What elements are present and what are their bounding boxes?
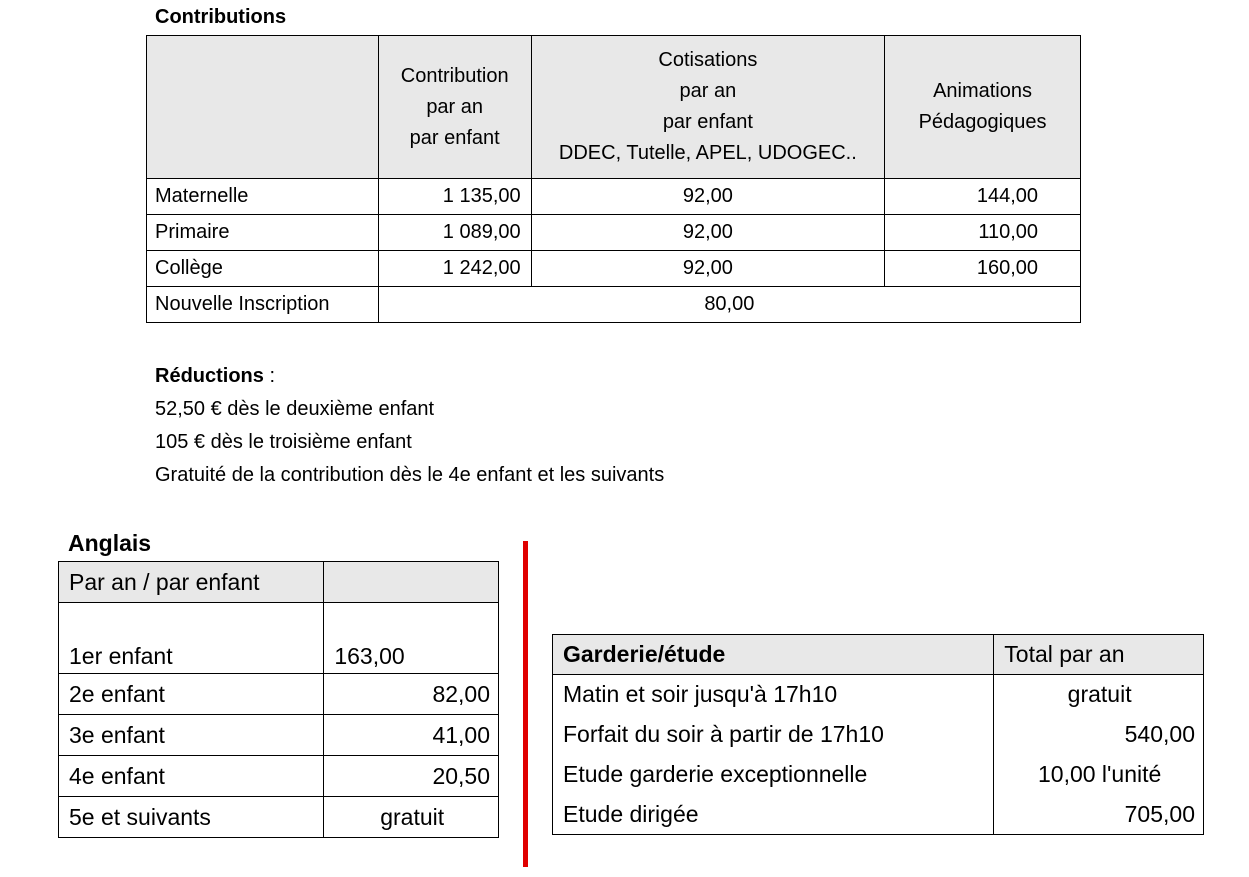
table-row	[553, 715, 1204, 755]
anglais-header-empty	[324, 562, 499, 603]
contributions-title: Contributions	[155, 6, 287, 28]
animations-value: 160,00	[885, 251, 1081, 287]
cotisations-value: 92,00	[531, 215, 884, 251]
row-label: 1er enfant	[59, 603, 324, 674]
reduction-line: 52,50 € dès le deuxième enfant	[155, 398, 435, 420]
garderie-table	[552, 634, 1204, 835]
reductions-title: Réductions	[155, 365, 264, 387]
anglais-header-label: Par an / par enfant	[59, 562, 324, 603]
cotisations-value: 92,00	[531, 251, 884, 287]
table-row	[553, 795, 1204, 835]
row-label: Matin et soir jusqu'à 17h10	[553, 675, 994, 715]
contribution-value: 1 242,00	[378, 251, 531, 287]
anglais-table	[58, 561, 499, 838]
table-row	[59, 797, 499, 838]
row-label: Collège	[147, 251, 379, 287]
row-value: 540,00	[994, 715, 1204, 755]
contributions-table	[146, 35, 1081, 323]
row-label: 2e enfant	[59, 674, 324, 715]
table-row	[553, 675, 1204, 715]
contribution-value: 1 135,00	[378, 179, 531, 215]
garderie-header-label: Garderie/étude	[553, 635, 994, 675]
animations-value: 144,00	[885, 179, 1081, 215]
table-row	[59, 715, 499, 756]
anglais-title: Anglais	[68, 530, 152, 556]
table-row	[59, 603, 499, 674]
row-value: 705,00	[994, 795, 1204, 835]
table-row	[147, 179, 1081, 215]
reductions-title-suffix: :	[263, 365, 276, 387]
row-label: Primaire	[147, 215, 379, 251]
red-divider	[523, 541, 528, 867]
reductions-heading	[155, 360, 664, 393]
header-cell-cotisations: Cotisations par an par enfant DDEC, Tutelle, APEL, UDOGEC..	[531, 36, 884, 179]
inscription-value: 80,00	[378, 287, 1080, 323]
table-row	[147, 251, 1081, 287]
row-value: 82,00	[324, 674, 499, 715]
inscription-row	[147, 287, 1081, 323]
table-row	[147, 215, 1081, 251]
row-label: Maternelle	[147, 179, 379, 215]
garderie-header-total: Total par an	[994, 635, 1204, 675]
header-cell-contribution: Contribution par an par enfant	[378, 36, 531, 179]
table-row	[59, 674, 499, 715]
row-label: Etude dirigée	[553, 795, 994, 835]
row-label: Etude garderie exceptionnelle	[553, 755, 994, 795]
cotisations-value: 92,00	[531, 179, 884, 215]
animations-value: 110,00	[885, 215, 1081, 251]
row-label: 4e enfant	[59, 756, 324, 797]
reduction-line: Gratuité de la contribution dès le 4e enfant et les suivants	[155, 464, 665, 486]
row-label: 3e enfant	[59, 715, 324, 756]
anglais-header-row	[59, 562, 499, 603]
row-value: 20,50	[324, 756, 499, 797]
contributions-header-row	[147, 36, 1081, 179]
row-value: 41,00	[324, 715, 499, 756]
table-row	[59, 756, 499, 797]
garderie-header-row	[553, 635, 1204, 675]
table-row	[553, 755, 1204, 795]
contribution-value: 1 089,00	[378, 215, 531, 251]
reduction-line: 105 € dès le troisième enfant	[155, 431, 412, 453]
row-value: gratuit	[324, 797, 499, 838]
header-cell-empty	[147, 36, 379, 179]
row-label: Nouvelle Inscription	[147, 287, 379, 323]
header-cell-animations: Animations Pédagogiques	[885, 36, 1081, 179]
row-value: 10,00 l'unité	[994, 755, 1204, 795]
row-label: 5e et suivants	[59, 797, 324, 838]
row-value: 163,00	[324, 603, 499, 674]
row-value: gratuit	[994, 675, 1204, 715]
row-label: Forfait du soir à partir de 17h10	[553, 715, 994, 755]
reductions-block	[155, 360, 664, 492]
